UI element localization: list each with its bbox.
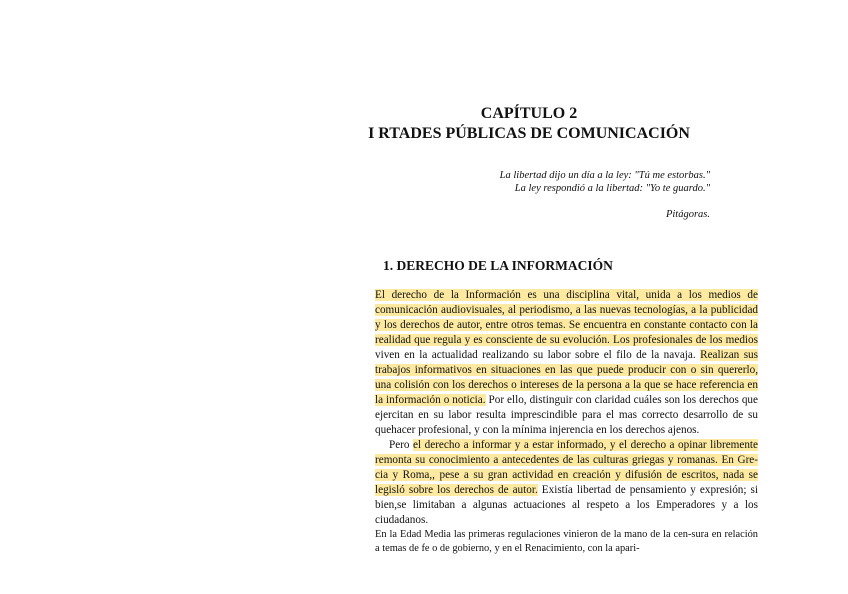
chapter-title: I RTADES PÚBLICAS DE COMUNICACIÓN xyxy=(368,125,690,142)
text-span: Pero xyxy=(389,439,414,451)
text-span: Por ello, distinguir con claridad cuáles son los derechos que ejercitan en su labor resulta imprescindible para el mas correcto desarrollo de su quehacer profesional, y con la mínima injerencia en los derechos ajenos. xyxy=(375,394,758,436)
chapter-number: CAPÍTULO 2 xyxy=(480,105,578,122)
body-text xyxy=(375,288,758,556)
epigraph-line-1: La libertad dijo un día a la ley: "Tú me estorbas." xyxy=(499,170,710,181)
paragraph-2 xyxy=(375,438,758,528)
highlight: Realizan sus trabajos informativos en situaciones en las que puede producir con o sin quererlo, una colisión con los derechos o intereses de la persona a la que se hace referencia en la información o noticia. xyxy=(375,349,758,406)
section-title: 1. DERECHO DE LA INFORMACIÓN xyxy=(383,258,613,273)
text-span: Existía libertad de pensamiento y expresión; si bien,se limitaban a algunas actuaciones al respeto a los Emperadores y a los ciudadanos. xyxy=(375,484,758,526)
paragraph-3: En la Edad Media las primeras regulaciones vinieron de la mano de la cen-sura en relación a temas de fe o de gobierno, y en el Renacimiento, con la apari- xyxy=(375,529,758,554)
highlight: el derecho a informar y a estar informado, y el derecho a opinar libremente remonta su conocimiento a antecedentes de las culturas griegas y romanas. En Gre-cia y Roma,, pese a su gran actividad en creación y difusión de escritos, nada se legisló sobre los derechos de autor. xyxy=(375,439,758,496)
paragraph-1 xyxy=(375,288,758,438)
epigraph-author: Pitágoras. xyxy=(665,209,710,220)
text-span: viven en la actualidad realizando su labor sobre el filo de la navaja. xyxy=(375,349,701,361)
highlight: El derecho de la Información es una disciplina vital, unida a los medios de comunicación audiovisuales, al periodismo, a las nuevas tecnologías, a la publicidad y los derechos de autor, entre otros temas. Se encuentra en constante contacto con la realidad que regula y es consciente de su evolución. Los profesionales de los medios xyxy=(375,289,758,346)
epigraph xyxy=(500,169,710,221)
chapter-heading xyxy=(0,104,848,144)
epigraph-line-2: La ley respondió a la libertad: "Yo te guardo." xyxy=(514,183,710,194)
